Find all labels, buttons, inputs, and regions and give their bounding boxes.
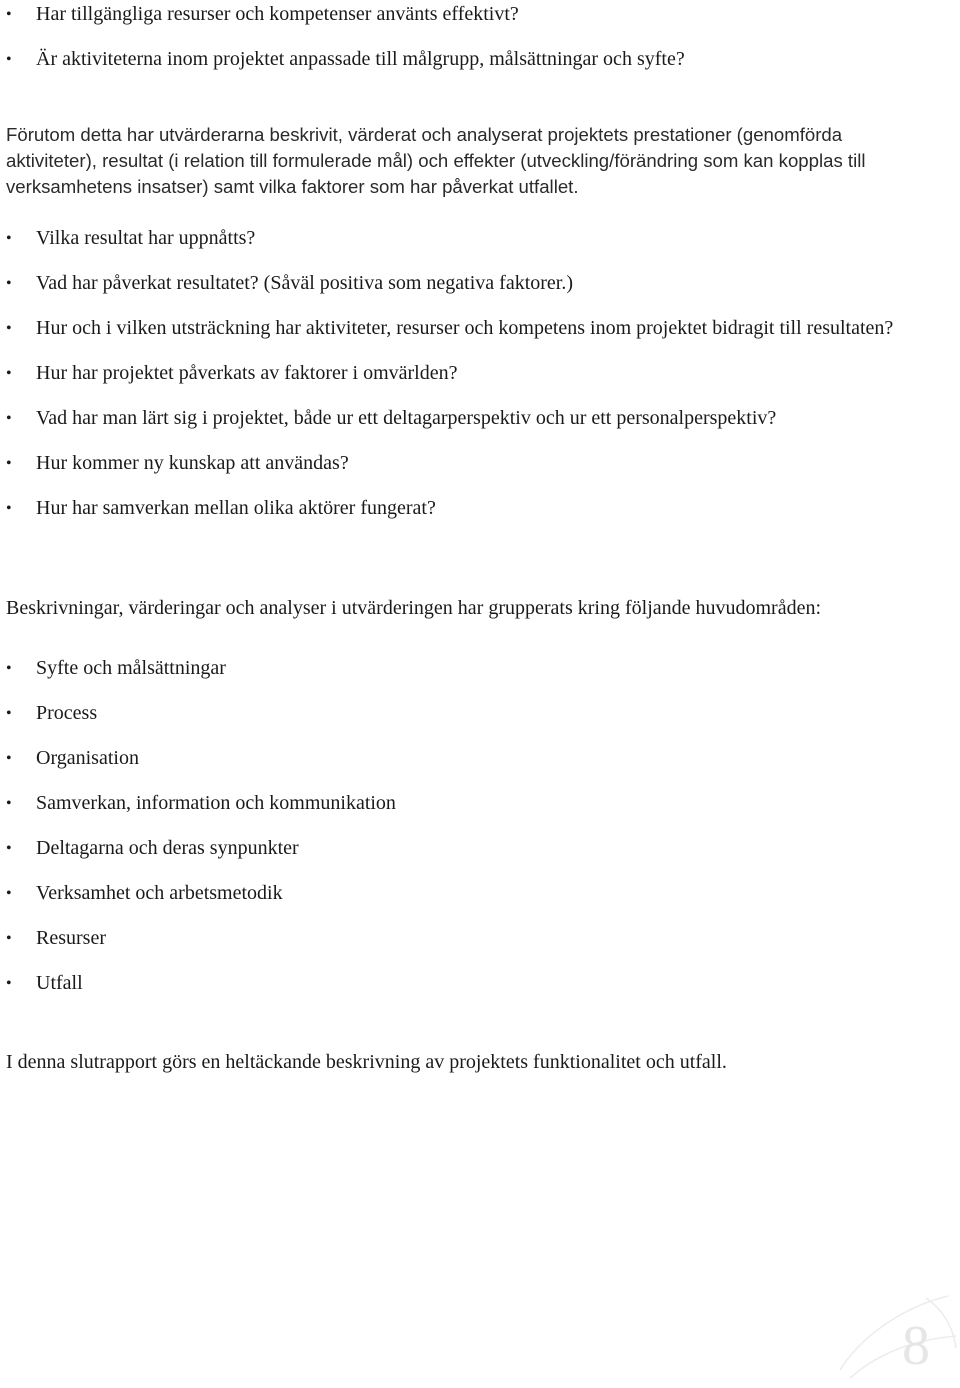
closing-paragraph: I denna slutrapport görs en heltäckande beskrivning av projektets funktionalitet och utfall. (6, 1051, 727, 1073)
list-item (0, 273, 900, 294)
bullet-icon: • (6, 500, 12, 517)
list-item-text: Vilka resultat har uppnåtts? (36, 227, 256, 249)
intro-paragraph: Förutom detta har utvärderarna beskrivit, värderat och analyserat projektets prestationer (genomförda aktiviteter), resultat (i relation till formulerade mål) och effekter (utveckling/förändring som kan kopplas till verksamhetens insatser) samt vilka faktorer som har påverkat utfallet. (6, 124, 866, 197)
bullet-icon: • (6, 6, 12, 23)
page-number: 8 (902, 1315, 930, 1377)
list-item-text: Hur kommer ny kunskap att användas? (36, 452, 349, 474)
list-item-text: Vad har påverkat resultatet? (Såväl positiva som negativa faktorer.) (36, 272, 574, 294)
list-item (0, 363, 900, 384)
list-item-text: Hur har projektet påverkats av faktorer i omvärlden? (36, 362, 458, 384)
bullet-icon: • (6, 275, 12, 292)
swirl-decoration-icon (830, 1278, 960, 1388)
bullet-icon: • (6, 885, 12, 902)
list-item-text: Process (36, 702, 98, 724)
bullet-icon: • (6, 750, 12, 767)
list-item-text: Samverkan, information och kommunikation (36, 792, 396, 814)
list-item (0, 4, 900, 25)
bullet-icon: • (6, 230, 12, 247)
list-item-text: Verksamhet och arbetsmetodik (36, 882, 283, 904)
list-item (0, 498, 900, 519)
list-item-text: Deltagarna och deras synpunkter (36, 837, 299, 859)
list-item-text: Syfte och målsättningar (36, 657, 226, 679)
list-item (0, 453, 900, 474)
page-number-area (830, 1278, 960, 1388)
list-item-text: Vad har man lärt sig i projektet, både ur ett deltagarperspektiv och ur ett personalperspektiv? (36, 407, 777, 429)
bullet-icon: • (6, 705, 12, 722)
list-item-text: Hur och i vilken utsträckning har aktiviteter, resurser och kompetens inom projektet bidragit till resultaten? (36, 317, 894, 339)
list-item (0, 928, 900, 949)
list-item (0, 973, 900, 994)
list-item (0, 838, 900, 859)
list-item (0, 49, 900, 70)
list-item (0, 703, 900, 724)
list-item (0, 748, 900, 769)
list-item (0, 793, 900, 814)
list-item-text: Organisation (36, 747, 139, 769)
list-item-text: Hur har samverkan mellan olika aktörer fungerat? (36, 497, 436, 519)
bullet-icon: • (6, 795, 12, 812)
question-list (0, 228, 900, 543)
list-item (0, 318, 900, 339)
bullet-icon: • (6, 660, 12, 677)
bullet-icon: • (6, 975, 12, 992)
grouping-paragraph: Beskrivningar, värderingar och analyser i utvärderingen har grupperats kring följande huvudområden: (6, 597, 822, 619)
bullet-icon: • (6, 840, 12, 857)
bullet-icon: • (6, 930, 12, 947)
bullet-icon: • (6, 51, 12, 68)
list-item (0, 658, 900, 679)
top-bullet-list (0, 4, 900, 94)
focus-area-list (0, 658, 900, 1018)
bullet-icon: • (6, 320, 12, 337)
list-item-text: Har tillgängliga resurser och kompetenser använts effektivt? (36, 3, 519, 25)
list-item (0, 228, 900, 249)
list-item-text: Resurser (36, 927, 106, 949)
list-item-text: Utfall (36, 972, 83, 994)
bullet-icon: • (6, 365, 12, 382)
bullet-icon: • (6, 410, 12, 427)
list-item (0, 408, 900, 429)
list-item-text: Är aktiviteterna inom projektet anpassade till målgrupp, målsättningar och syfte? (36, 48, 685, 70)
list-item (0, 883, 900, 904)
bullet-icon: • (6, 455, 12, 472)
